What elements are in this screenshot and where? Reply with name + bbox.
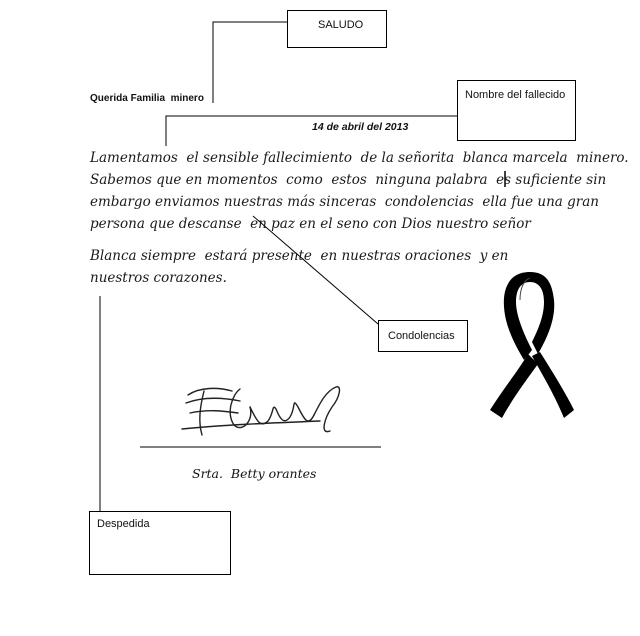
paragraph2-line1: Blanca siempre estará presente en nuestras oraciones y en	[90, 248, 509, 264]
despedida-label: Despedida	[97, 518, 150, 530]
condolencias-box	[378, 320, 468, 352]
paragraph2-line2: nuestros corazones.	[90, 270, 227, 286]
paragraph1-line4: persona que descanse en paz en el seno con Dios nuestro señor	[90, 216, 531, 232]
signer-name: Srta. Betty orantes	[192, 466, 317, 481]
paragraph1-line1: Lamentamos el sensible fallecimiento de la señorita blanca marcela minero.	[90, 150, 629, 166]
saludo-connector	[213, 22, 287, 103]
paragraph1-line3: embargo enviamos nuestras más sinceras condolencias ella fue una gran	[90, 194, 599, 210]
mourning-ribbon-icon	[484, 264, 576, 426]
despedida-box	[89, 511, 231, 575]
greeting: Querida Familia minero	[90, 93, 204, 104]
paragraph1-line2: Sabemos que en momentos como estos ninguna palabra es suficiente sin	[90, 172, 607, 188]
letter-date: 14 de abril del 2013	[312, 121, 409, 133]
saludo-box	[287, 10, 387, 48]
handwritten-signature	[180, 373, 360, 453]
condolencias-label: Condolencias	[388, 330, 455, 342]
nombre-fallecido-box	[457, 80, 576, 141]
nombre-fallecido-label: Nombre del fallecido	[465, 89, 566, 101]
condolencias-connector	[253, 216, 378, 324]
saludo-label: SALUDO	[318, 19, 364, 31]
